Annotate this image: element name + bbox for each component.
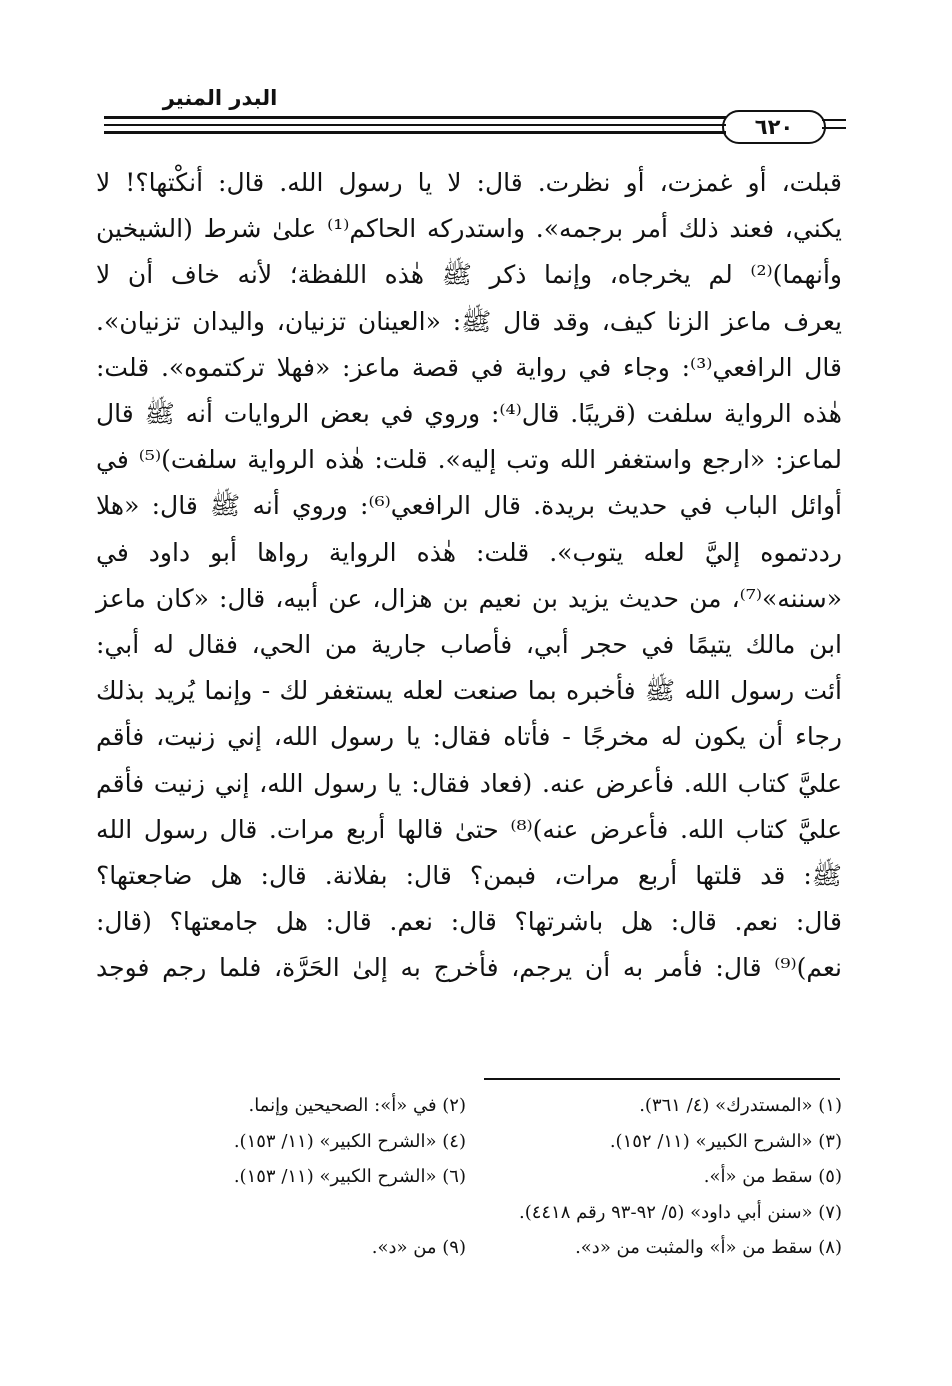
header-rule [104,116,726,119]
footnote-separator [484,1078,840,1080]
text-line: قبلت، أو غمزت، أو نظرت. قال: لا يا رسول الله. قال: أنكْتها؟! لا [96,168,842,197]
text-line: رددتموه إليَّ لعله يتوب». قلت: هٰذه الرواية رواها أبو داود في [96,537,842,567]
footnote: (٢) في «أ»: الصحيحين وإنما. [248,1095,466,1116]
text-line: ﷺ: قد قلتها أربع مرات، فبمن؟ قال: بفلانة. قال: هل ضاجعتها؟ [96,861,842,891]
text-line: نعم)⁽⁹⁾ قال: فأمر به أن يرجم، فأخرج به إلىٰ الحَرَّة، فلما رجم فوجد [96,953,842,983]
text-line: وأنهما)⁽²⁾ لم يخرجاه، وإنما ذكر ﷺ هٰذه اللفظة؛ لأنه خاف أن لا [96,260,842,290]
text-line: يعرف ماعز الزنا كيف، وقد قال ﷺ: «العينان تزنيان، واليدان تزنيان». [96,306,842,336]
footnote: (٧) «سنن أبي داود» (٥/ ٩٢-٩٣ رقم ٤٤١٨). [518,1201,842,1223]
text-line: هٰذه الرواية سلفت (قريبًا. قال⁽⁴⁾: وروي في بعض الروايات أنه ﷺ قال [96,399,842,429]
footnote: (٩) من «د». [371,1237,466,1258]
text-line: قال الرافعي⁽³⁾: وجاء في رواية في قصة ماعز: «فهلا تركتموه». قلت: [96,352,842,382]
footnote-row [130,1230,842,1266]
text-line: رجاء أن يكون له مخرجًا - فأتاه فقال: يا رسول الله، إني زنيت، فأقم [96,722,842,752]
footnote: (٣) «الشرح الكبير» (١١/ ١٥٢). [609,1130,842,1152]
footnote-row [130,1195,842,1231]
page-header [0,0,952,150]
footnote-row [130,1088,842,1124]
footnote: (١) «المستدرك» (٤/ ٣٦١). [639,1095,842,1116]
main-text [96,160,842,992]
footnotes [130,1088,842,1266]
header-rule [822,119,846,121]
footnote: (٨) سقط من «أ» والمثبت من «د». [575,1237,842,1258]
footnote: (٥) سقط من «أ». [703,1166,842,1187]
text-line: ابن مالك يتيمًا في حجر أبي، فأصاب جارية من الحي، فقال له أبي: [96,630,842,660]
book-title: البدر المنير [162,86,278,110]
footnote-row [130,1124,842,1160]
footnote: (٦) «الشرح الكبير» (١١/ ١٥٣). [233,1166,466,1187]
text-line: عليَّ كتاب الله. فأعرض عنه. (فعاد فقال: يا رسول الله، إني زنيت فأقم [96,768,842,798]
text-line: لماعز: «ارجع واستغفر الله وتب إليه». قلت: هٰذه الرواية سلفت)⁽⁵⁾ في [96,445,842,475]
text-line: أوائل الباب في حديث بريدة. قال الرافعي⁽⁶⁾: وروي أنه ﷺ قال: «هلا [96,491,842,521]
header-rule [104,131,726,134]
text-line: أئت رسول الله ﷺ فأخبره بما صنعت لعله يستغفر لك - وإنما يُريد بذلك [96,676,842,706]
header-rule [104,124,726,126]
footnote: (٤) «الشرح الكبير» (١١/ ١٥٣). [233,1130,466,1152]
text-line: عليَّ كتاب الله. فأعرض عنه)⁽⁸⁾ حتىٰ قالها أربع مرات. قال رسول الله [96,814,842,844]
page-number: ٦٢٠ [722,110,826,144]
text-line: قال: نعم. قال: هل باشرتها؟ قال: نعم. قال: هل جامعتها؟ (قال: [96,907,842,937]
footnote-row [130,1159,842,1195]
text-line: يكني، فعند ذلك أمر برجمه». واستدركه الحاكم⁽¹⁾ علىٰ شرط (الشيخين [96,214,843,244]
text-line: «سننه»⁽⁷⁾، من حديث يزيد بن نعيم بن هزال، عن أبيه، قال: «كان ماعز [96,583,842,613]
